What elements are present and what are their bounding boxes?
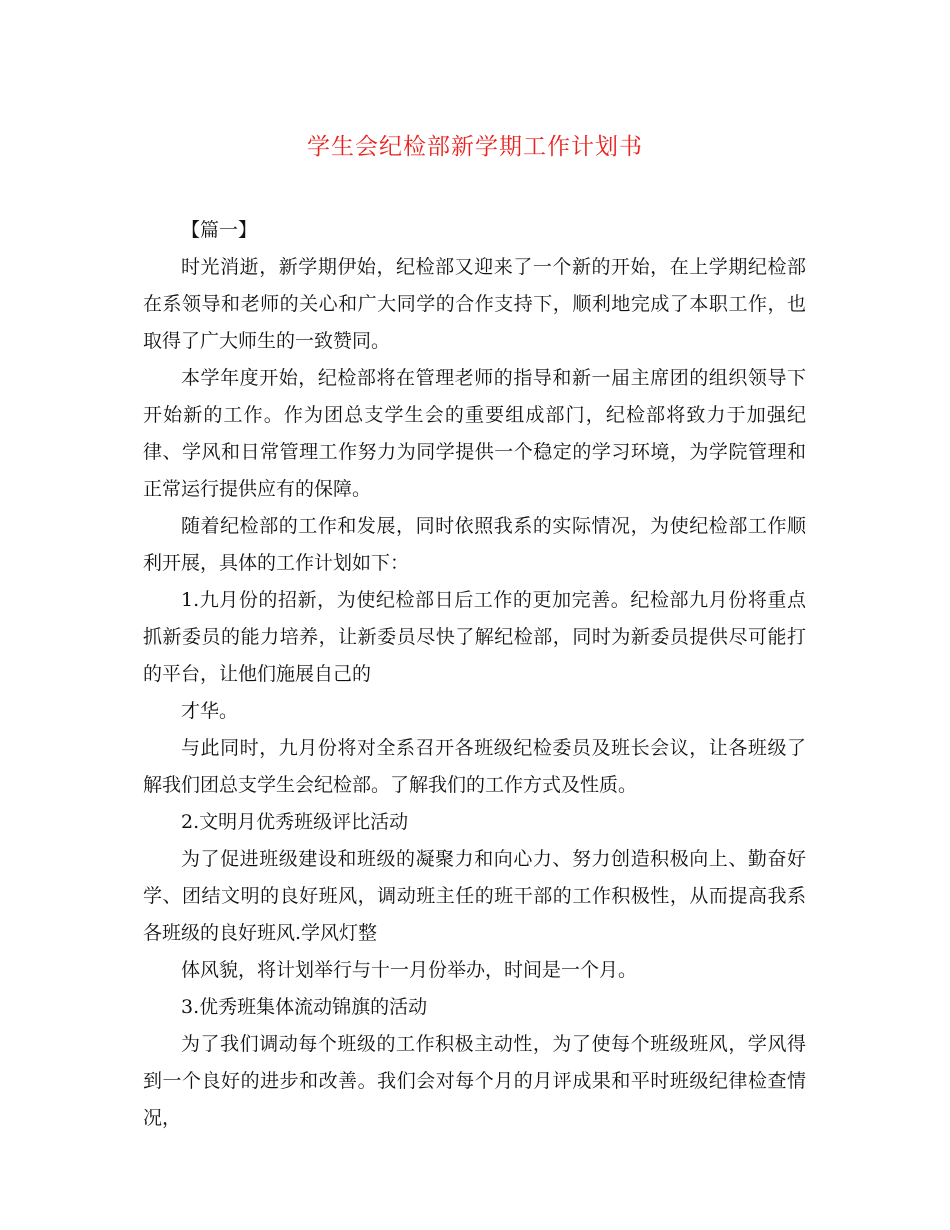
paragraph: 1.九月份的招新，为使纪检部日后工作的更加完善。纪检部九月份将重点抓新委员的能力培养，让新委员尽快了解纪检部，同时为新委员提供尽可能打的平台，让他们施展自己的 xyxy=(143,589,806,685)
paragraph: 3.优秀班集体流动锦旗的活动 xyxy=(181,996,428,1018)
paragraph: 随着纪检部的工作和发展，同时依照我系的实际情况，为使纪检部工作顺利开展，具体的工作计划如下： xyxy=(143,515,806,574)
paragraph: 本学年度开始，纪检部将在管理老师的指导和新一届主席团的组织领导下开始新的工作。作为团总支学生会的重要组成部门，纪检部将致力于加强纪律、学风和日常管理工作努力为同学提供一个稳定的学习环境，为学院管理和正常运行提供应有的保障。 xyxy=(143,367,806,500)
paragraph: 时光消逝，新学期伊始，纪检部又迎来了一个新的开始，在上学期纪检部在系领导和老师的关心和广大同学的合作支持下，顺利地完成了本职工作，也取得了广大师生的一致赞同。 xyxy=(143,256,806,352)
paragraph: 2.文明月优秀班级评比活动 xyxy=(181,811,409,833)
paragraph: 为了促进班级建设和班级的凝聚力和向心力、努力创造积极向上、勤奋好学、团结文明的良好班风，调动班主任的班干部的工作积极性，从而提高我系各班级的良好班风.学风灯整 xyxy=(143,848,806,944)
document-body xyxy=(143,212,806,1137)
paragraph: 体风貌，将计划举行与十一月份举办，时间是一个月。 xyxy=(181,959,638,981)
paragraph: 为了我们调动每个班级的工作积极主动性，为了使每个班级班风，学风得到一个良好的进步和改善。我们会对每个月的月评成果和平时班级纪律检查情况， xyxy=(143,1033,806,1129)
paragraph: 与此同时，九月份将对全系召开各班级纪检委员及班长会议，让各班级了解我们团总支学生会纪检部。了解我们的工作方式及性质。 xyxy=(143,737,806,796)
paragraph: 【篇一】 xyxy=(181,219,258,241)
paragraph: 才华。 xyxy=(181,700,239,722)
document-title: 学生会纪检部新学期工作计划书 xyxy=(307,134,643,160)
